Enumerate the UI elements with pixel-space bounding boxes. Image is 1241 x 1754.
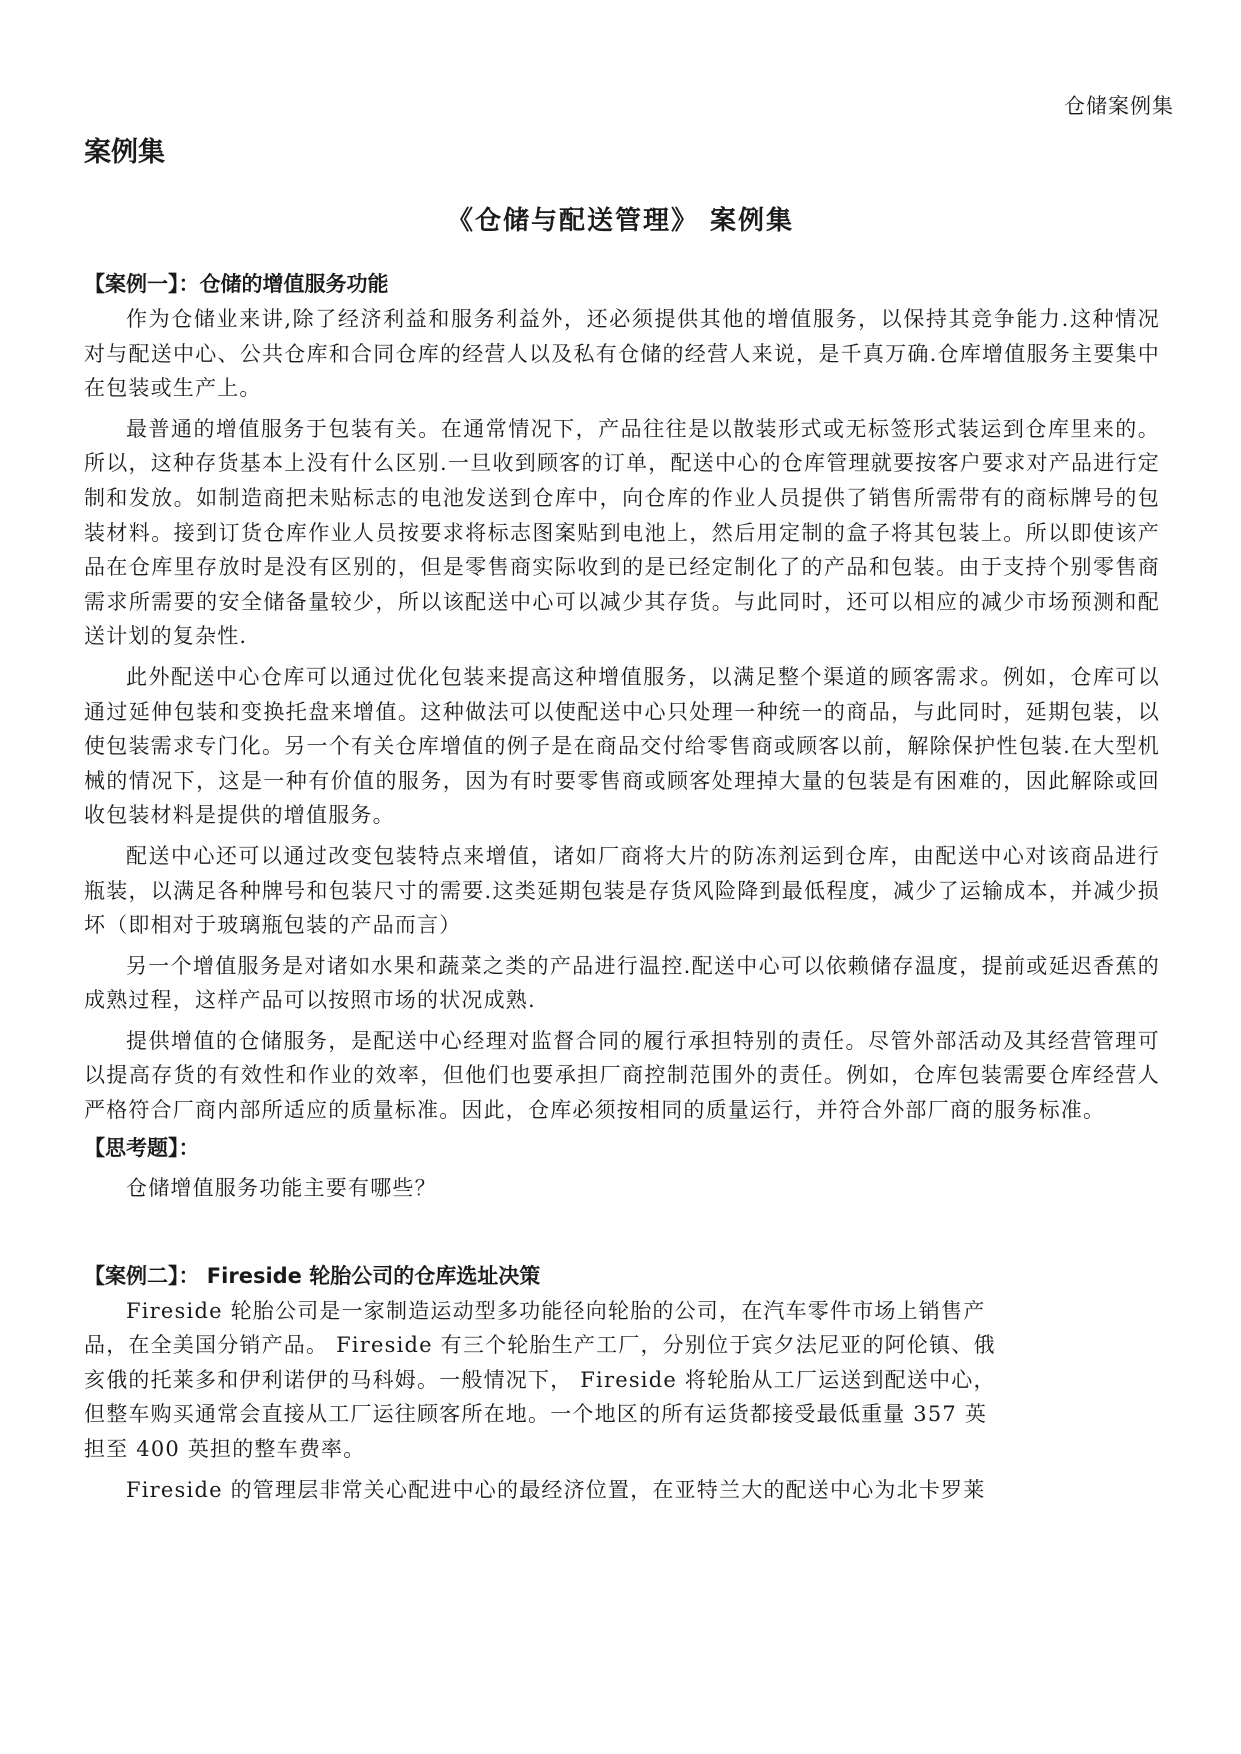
text-line: 担至 400 英担的整车费率。 <box>84 1437 366 1462</box>
document-title: 《仓储与配送管理》 案例集 <box>446 206 795 236</box>
text-line: 品，在全美国分销产品。 Fireside 有三个轮胎生产工厂，分别位于宾夕法尼亚的阿伦镇、俄 <box>84 1333 996 1358</box>
document-label: 案例集 <box>84 137 165 168</box>
case-two-section <box>84 1258 1160 1508</box>
text-line: 亥俄的托莱多和伊利诺伊的马科姆。一般情况下， Fireside 将轮胎从工厂运送到配送中心， <box>84 1367 996 1392</box>
main-content <box>84 266 1160 1507</box>
case-two-paragraph <box>84 1294 1160 1467</box>
case-one-paragraph: 最普通的增值服务于包装有关。在通常情况下，产品往往是以散装形式或无标签形式装运到仓库里来的。所以，这种存货基本上没有什么区别.一旦收到顾客的订单，配送中心的仓库管理就要按客户要求对产品进行定制和发放。如制造商把未贴标志的电池发送到仓库中，向仓库的作业人员提供了销售所需带有的商标牌号的包装材料。接到订货仓库作业人员按要求将标志图案贴到电池上，然后用定制的盒子将其包装上。所以即使该产品在仓库里存放时是没有区别的，但是零售商实际收到的是已经定制化了的产品和包装。由于支持个别零售商需求所需要的安全储备量较少，所以该配送中心可以减少其存货。与此同时，还可以相应的减少市场预测和配送计划的复杂性. <box>84 416 1160 649</box>
text-line: 但整车购买通常会直接从工厂运往顾客所在地。一个地区的所有运货都接受最低重量 357 英 <box>84 1402 988 1427</box>
case-one-paragraph: 另一个增值服务是对诸如水果和蔬菜之类的产品进行温控.配送中心可以依赖储存温度，提前或延迟香蕉的成熟过程，这样产品可以按照市场的状况成熟. <box>84 953 1160 1013</box>
case-one-paragraph: 作为仓储业来讲,除了经济利益和服务利益外，还必须提供其他的增值服务，以保持其竞争能力.这种情况对与配送中心、公共仓库和合同仓库的经营人以及私有仓储的经营人来说，是千真万确.仓库增值服务主要集中在包装或生产上。 <box>84 307 1160 401</box>
text-line: Fireside 的管理层非常关心配进中心的最经济位置，在亚特兰大的配送中心为北卡罗莱 <box>126 1477 986 1502</box>
case-one-paragraph: 配送中心还可以通过改变包装特点来增值，诸如厂商将大片的防冻剂运到仓库，由配送中心对该商品进行瓶装，以满足各种牌号和包装尺寸的需要.这类延期包装是存货风险降到最低程度，减少了运输成本，并减少损坏（即相对于玻璃瓶包装的产品而言） <box>84 843 1160 938</box>
think-question-heading: 【思考题】： <box>84 1135 200 1160</box>
case-two-heading: 【案例二】： Fireside 轮胎公司的仓库选址决策 <box>84 1263 541 1288</box>
case-one-section <box>84 266 1160 1206</box>
case-one-heading: 【案例一】：仓储的增值服务功能 <box>84 272 389 296</box>
case-two-paragraph <box>84 1473 1160 1508</box>
case-one-paragraph: 此外配送中心仓库可以通过优化包装来提高这种增值服务，以满足整个渠道的顾客需求。例如，仓库可以通过延伸包装和变换托盘来增值。这种做法可以使配送中心只处理一种统一的商品，与此同时，延期包装，以使包装需求专门化。另一个有关仓库增值的例子是在商品交付给零售商或顾客以前，解除保护性包装.在大型机械的情况下，这是一种有价值的服务，因为有时要零售商或顾客处理掉大量的包装是有困难的，因此解除或回收包装材料是提供的增值服务。 <box>84 664 1160 828</box>
section-spacer <box>84 1206 1160 1258</box>
running-header: 仓储案例集 <box>1064 94 1174 118</box>
case-one-paragraph: 提供增值的仓储服务，是配送中心经理对监督合同的履行承担特别的责任。尽管外部活动及其经营管理可以提高存货的有效性和作业的效率，但他们也要承担厂商控制范围外的责任。例如，仓库包装需要仓库经营人严格符合厂商内部所适应的质量标准。因此，仓库必须按相同的质量运行，并符合外部厂商的服务标准。 <box>84 1028 1160 1123</box>
text-line: Fireside 轮胎公司是一家制造运动型多功能径向轮胎的公司，在汽车零件市场上销售产 <box>126 1298 986 1323</box>
think-question: 仓储增值服务功能主要有哪些？ <box>126 1175 437 1200</box>
